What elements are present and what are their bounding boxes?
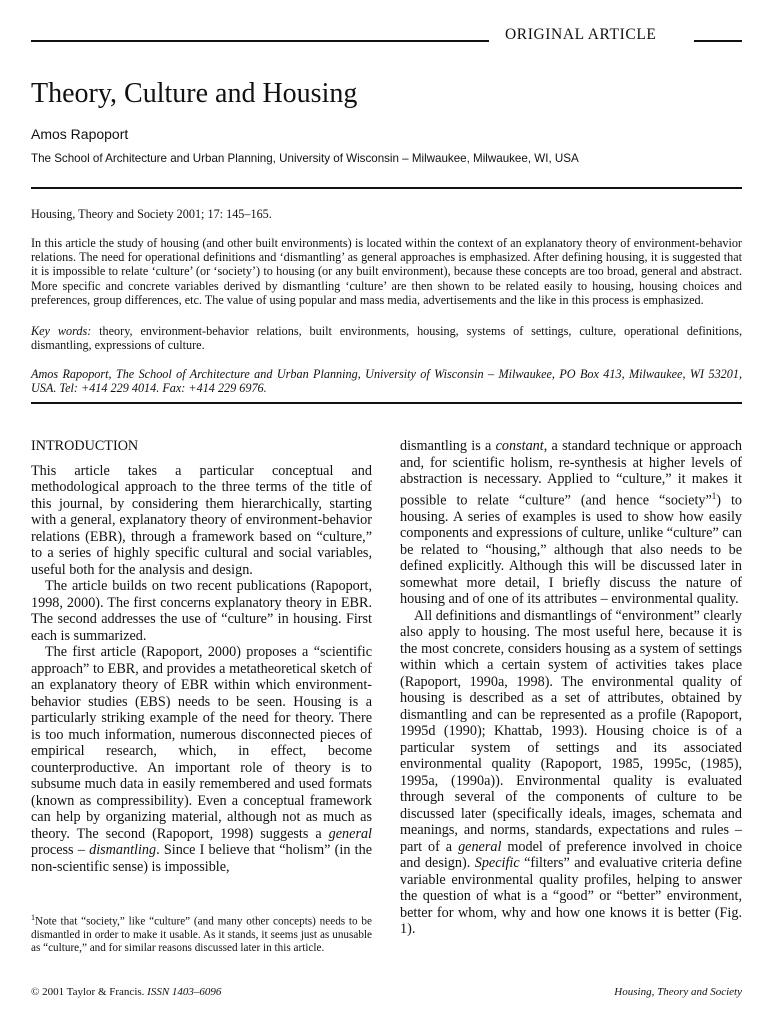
- right-paragraph-1: dismantling is a constant, a standard technique or approach and, for scientific holism, re-synthesis at higher levels of abstraction is necessary. Applied to “culture,” it makes it possible to relate “culture” (and hence “society”$^1$) to housing. A series of examples is used to show how easily components and expressions of culture, unlike “culture” can be related to “housing,” although that also needs to be defined explicitly. Although this will be discussed later in somewhat more detail, I briefly discuss the nature of housing and of one of its attributes – environmental quality.: [400, 438, 743, 608]
- footer-journal-name: Housing, Theory and Society: [614, 986, 742, 998]
- article-type-label: ORIGINAL ARTICLE: [505, 26, 657, 43]
- issn-text: ISSN 1403–6096: [147, 986, 222, 998]
- author-name: Amos Rapoport: [31, 126, 129, 142]
- abstract: In this article the study of housing (and other built environments) is located within the context of an explanatory theory of environment-behavior relations. The need for operational definitions and ‘dismantling’ as general approaches is emphasized. After defining housing, it is suggested that it is impossible to relate ‘culture’ (or ‘society’) to housing (or any built environment), because these concepts are too broad, general and abstract. More specific and concrete variables derived by dismantling ‘culture’ are then shown to be related easily to housing, housing choices and preferences, group differences, etc. The value of using popular and mass media, advertisements and the like in this process is emphasized.: [31, 236, 742, 307]
- footnote: [31, 911, 372, 955]
- keywords-label: Key words:: [31, 324, 92, 338]
- header-rule-right: [694, 40, 742, 42]
- keywords-text: theory, environment-behavior relations, built environments, housing, systems of settings, culture, operational definitions, dismantling, expressions of culture.: [31, 324, 743, 353]
- abstract-divider: [31, 402, 742, 404]
- author-affiliation: The School of Architecture and Urban Planning, University of Wisconsin – Milwaukee, Milwaukee, WI, USA: [31, 152, 579, 165]
- footnote-reference[interactable]: 1: [711, 490, 717, 501]
- section-heading-introduction: INTRODUCTION: [31, 438, 139, 454]
- header-rule-left: [31, 40, 489, 42]
- copyright-text: © 2001 Taylor & Francis.: [31, 986, 145, 998]
- right-column: [400, 438, 742, 938]
- footnote-text: Note that “society,” like “culture” (and many other concepts) needs to be dismantled in order to make it usable. As it stands, it seems just as unusable as “culture,” and for similar reasons discussed later in this article.: [31, 915, 372, 954]
- footer-copyright: [31, 986, 221, 998]
- right-paragraph-2: All definitions and dismantlings of “environment” clearly also apply to housing. The most useful here, because it is the most concrete, considers housing as a system of settings within which a certain system of activities takes place (Rapoport, 1990a, 1998). The environmental quality of housing is described as a set of attributes, obtained by dismantling and can be represented as a profile (Rapoport, 1995d (1990); Khattab, 1993). Housing choice is of a particular system of settings and its associated environmental quality (Rapoport, 1985, 1995c, (1985), 1995a, (1990a)). Environmental quality is evaluated through several of the components of culture to be discussed later (specifically ideals, images, schemata and meanings, and norms, standards, expectations and rules – part of a general model of preference involved in choice and design). Specific “filters” and evaluative criteria define variable environmental quality profiles, helping to answer the question of what is a “good” or “better” environment, better for whom, why and how one knows it is better (Fig. 1).: [400, 607, 742, 938]
- article-title: Theory, Culture and Housing: [31, 78, 358, 109]
- intro-paragraph-3: The first article (Rapoport, 2000) proposes a “scientific approach” to EBR, and provides a metatheoretical sketch of an explanatory theory of EBR within which environment-behavior studies (EBS) needs to be seen. Housing is a particularly striking example of the need for theory. There is too much information, numerous disconnected pieces of empirical research, which, in effect, become counterproductive. An important role of theory is to subsume much data in easily remembered and used formats (known as compressibility). Even a conceptual framework can help by organizing material, although not as much as theory. The second (Rapoport, 1998) suggests a general process – dismantling. Since I believe that “holism” (in the non-scientific sense) is impossible,: [31, 644, 372, 875]
- correspondence-address: Amos Rapoport, The School of Architecture and Urban Planning, University of Wisconsin – Milwaukee, PO Box 413, Milwaukee, WI 53201, USA. Tel: +414 229 4014. Fax: +414 229 6976.: [31, 367, 742, 396]
- intro-paragraph-2: The article builds on two recent publications (Rapoport, 1998, 2000). The first concerns explanatory theory in EBR. The second addresses the use of “culture” in housing. First each is summarized.: [31, 578, 372, 644]
- journal-citation: Housing, Theory and Society 2001; 17: 145–165.: [31, 207, 272, 221]
- footnote-marker: 1: [31, 913, 35, 922]
- intro-paragraph-1: This article takes a particular conceptual and methodological approach to the three terms of the title of this journal, by considering them hierarchically, starting with a general, explanatory theory of environment-behavior relations (EBR), through a framework based on “culture,” to a series of highly specific cultural and social variables, useful both for the analysis and design.: [31, 462, 372, 578]
- keywords: [31, 324, 742, 352]
- left-column: [31, 438, 372, 875]
- title-divider: [31, 187, 742, 189]
